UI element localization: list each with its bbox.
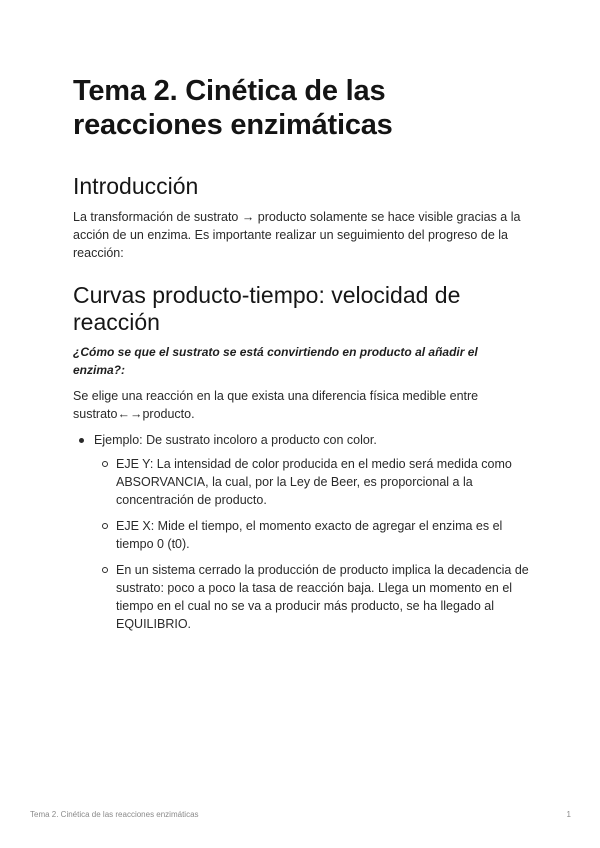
hollow-bullet-icon <box>102 523 108 529</box>
hollow-bullet-icon <box>102 567 108 573</box>
sub-bullet-list <box>94 455 533 633</box>
list-item <box>94 517 533 553</box>
bullet-icon <box>79 438 84 443</box>
section-heading-curvas: Curvas producto-tiempo: velocidad de reacción <box>73 282 461 335</box>
curvas-paragraph: Se elige una reacción en la que exista una diferencia física medible entre sustrato←→producto. <box>73 389 479 421</box>
list-item <box>94 455 533 509</box>
list-item-text: EJE Y: La intensidad de color producida en el medio será medida como ABSORVANCIA, la cual, por la Ley de Beer, es proporcional a la concentración de producto. <box>116 457 512 507</box>
bullet-list <box>73 431 533 633</box>
hollow-bullet-icon <box>102 461 108 467</box>
page-number: 1 <box>566 810 571 819</box>
intro-paragraph: La transformación de sustrato → producto solamente se hace visible gracias a la acción de un enzima. Es importante realizar un seguimiento del progreso de la reacción: <box>73 210 521 260</box>
list-item-text: Ejemplo: De sustrato incoloro a producto con color. <box>94 433 377 447</box>
list-item <box>73 431 533 633</box>
question-text: ¿Cómo se que el sustrato se está convirtiendo en producto al añadir el enzima?: <box>73 345 478 377</box>
list-item-text: EJE X: Mide el tiempo, el momento exacto de agregar el enzima es el tiempo 0 (t0). <box>116 519 503 551</box>
page-title: Tema 2. Cinética de las reacciones enzimáticas <box>73 75 393 141</box>
page-content <box>73 74 533 641</box>
list-item <box>94 561 533 633</box>
list-item-text: En un sistema cerrado la producción de producto implica la decadencia de sustrato: poco a poco la tasa de reacción baja. Llega un momento en el tiempo en el cual no se va a producir más producto, se ha llegado al EQUILIBRIO. <box>116 563 529 631</box>
section-heading-introduccion: Introducción <box>73 173 199 199</box>
footer-title: Tema 2. Cinética de las reacciones enzimáticas <box>30 810 199 819</box>
